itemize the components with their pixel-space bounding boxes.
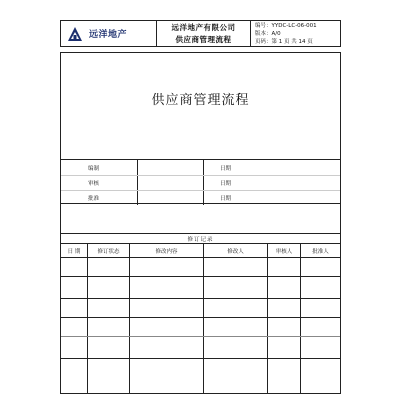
- doc-page-value: 第 1 页 共 14 页: [271, 38, 313, 45]
- approval-role: 审核: [61, 176, 138, 190]
- header-doc-name: 供应商管理流程: [175, 34, 232, 44]
- table-cell: [204, 258, 268, 276]
- table-cell: [61, 337, 88, 358]
- revision-row: [61, 277, 340, 299]
- table-cell: [88, 299, 130, 317]
- table-cell: [268, 359, 301, 393]
- table-cell: [88, 318, 130, 336]
- page-title: 供应商管理流程: [151, 93, 250, 108]
- column-header-reviewer: 审核人: [268, 244, 301, 257]
- table-cell: [268, 337, 301, 358]
- revision-row: [61, 337, 340, 359]
- company-logo: [61, 21, 157, 46]
- table-cell: [88, 359, 130, 393]
- revision-header-row: [61, 244, 340, 258]
- revision-table: [61, 233, 340, 393]
- table-cell: [301, 318, 340, 336]
- table-cell: [61, 359, 88, 393]
- table-cell: [204, 277, 268, 298]
- document-body: [60, 52, 341, 394]
- doc-code-row: [255, 22, 340, 30]
- table-cell: [88, 258, 130, 276]
- revision-row: [61, 258, 340, 277]
- table-cell: [204, 318, 268, 336]
- document-header: [60, 20, 341, 47]
- table-cell: [268, 258, 301, 276]
- table-cell: [204, 337, 268, 358]
- table-cell: [88, 277, 130, 298]
- table-cell: [268, 318, 301, 336]
- doc-page-row: [255, 38, 340, 46]
- revision-title: 修订记录: [61, 234, 340, 244]
- table-cell: [61, 318, 88, 336]
- table-cell: [130, 258, 204, 276]
- table-cell: [204, 299, 268, 317]
- column-header-content: 修改内容: [130, 244, 204, 257]
- column-header-approver: 批准人: [312, 248, 329, 255]
- table-cell: [130, 337, 204, 358]
- table-cell: [301, 337, 340, 358]
- approval-signature-cell: [138, 191, 204, 205]
- company-name: 远洋地产有限公司: [171, 22, 236, 32]
- column-header-status: 修订状态: [88, 244, 130, 257]
- column-header-date: 日 期: [61, 244, 88, 257]
- table-cell: [301, 277, 340, 298]
- revision-row: [61, 359, 340, 393]
- revision-row: [61, 318, 340, 337]
- approval-row: [61, 160, 340, 175]
- table-cell: [268, 299, 301, 317]
- header-center: [157, 21, 251, 46]
- approval-role: 批准: [61, 191, 138, 205]
- table-cell: [301, 299, 340, 317]
- column-header-modifier: 修改人: [204, 244, 268, 257]
- table-cell: [268, 277, 301, 298]
- approval-signature-cell: [138, 160, 204, 175]
- doc-page-label: 页码：: [255, 38, 272, 45]
- doc-version-label: 版本：: [255, 30, 272, 37]
- table-cell: [301, 359, 340, 393]
- table-cell: [88, 337, 130, 358]
- table-cell: [204, 359, 268, 393]
- approval-role: 编制: [61, 160, 138, 175]
- approval-date-label: 日期: [220, 181, 232, 187]
- doc-version-value: A/0: [271, 30, 281, 37]
- table-cell: [61, 258, 88, 276]
- approval-row: [61, 175, 340, 190]
- approval-date-label: 日期: [220, 165, 232, 172]
- doc-version-row: [255, 30, 340, 38]
- approval-date-label: 日期: [220, 196, 232, 202]
- table-cell: [130, 299, 204, 317]
- doc-code-label: 编号：: [255, 22, 272, 29]
- header-doc-info: [251, 21, 340, 46]
- doc-code-value: YYDC-LC-06-001: [271, 22, 317, 29]
- logo-mark-icon: [67, 26, 83, 42]
- table-cell: [61, 299, 88, 317]
- table-cell: [130, 277, 204, 298]
- table-cell: [130, 359, 204, 393]
- approval-row: [61, 190, 340, 205]
- table-cell: [301, 258, 340, 276]
- revision-row: [61, 299, 340, 318]
- table-cell: [130, 318, 204, 336]
- logo-text: 远洋地产: [89, 30, 128, 40]
- table-cell: [61, 277, 88, 298]
- approval-table: [61, 159, 340, 204]
- approval-signature-cell: [138, 176, 204, 190]
